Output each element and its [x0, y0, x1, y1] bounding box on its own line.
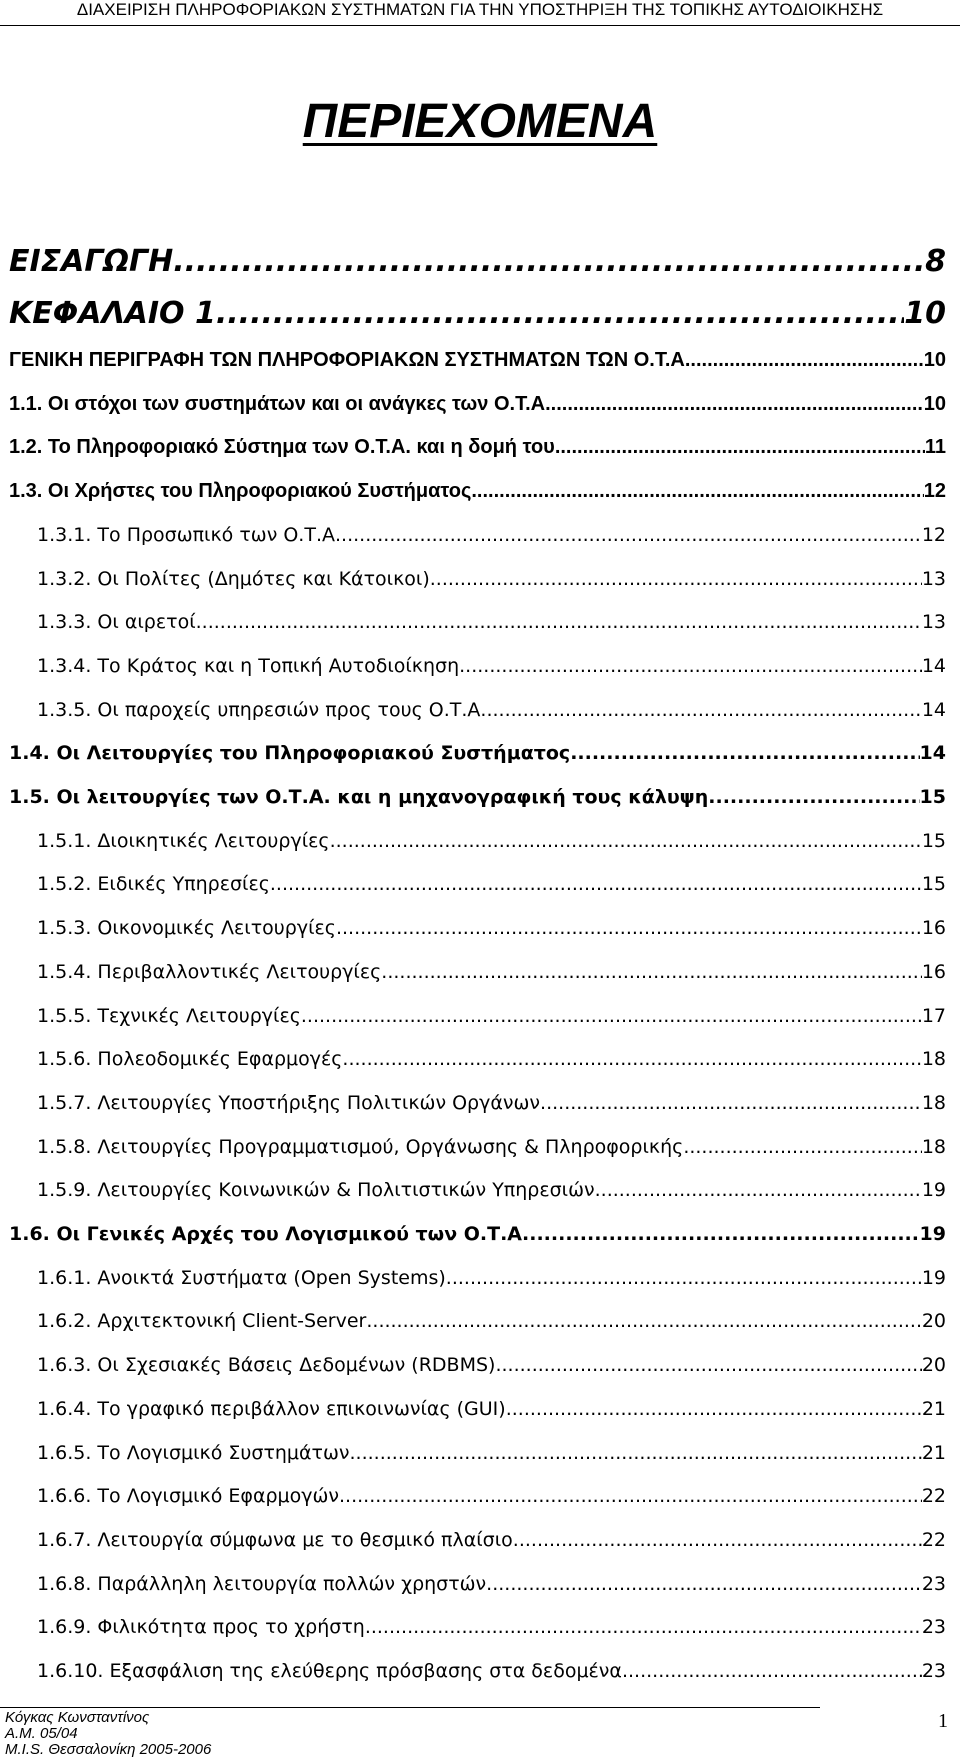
- toc-entry[interactable]: [0, 349, 960, 395]
- toc-leader-dots: [216, 296, 904, 331]
- toc-entry[interactable]: [0, 1267, 960, 1313]
- toc-entry-title: 1.5.6. Πολεοδομικές Εφαρμογές: [37, 1048, 343, 1070]
- toc-entry-page: 17: [921, 1005, 946, 1027]
- toc-leader-dots: [350, 1442, 922, 1464]
- toc-entry-page: 15: [919, 786, 946, 808]
- toc-entry[interactable]: [0, 524, 960, 570]
- toc-entry[interactable]: [0, 1179, 960, 1225]
- toc-entry[interactable]: [0, 1310, 960, 1356]
- toc-leader-dots: [366, 1310, 921, 1332]
- toc-entry[interactable]: [0, 393, 960, 439]
- toc-entry-title: 1.5.4. Περιβαλλοντικές Λειτουργίες: [37, 961, 382, 983]
- toc-leader-dots: [540, 1092, 922, 1114]
- toc-leader-dots: [708, 786, 919, 808]
- toc-leader-dots: [336, 917, 922, 939]
- toc-entry-title: 1.3. Οι Χρήστες του Πληροφοριακού Συστήματος: [9, 480, 472, 502]
- toc-entry[interactable]: [0, 655, 960, 701]
- toc-entry-page: 15: [921, 873, 946, 895]
- toc-entry-page: 14: [921, 699, 946, 721]
- toc-entry-page: 18: [921, 1048, 946, 1070]
- toc-entry-title: 1.5.1. Διοικητικές Λειτουργίες: [37, 830, 330, 852]
- footer-student-id: Α.Μ. 05/04: [5, 1725, 78, 1742]
- toc-entry-page: 12: [923, 480, 946, 502]
- toc-entry[interactable]: [0, 436, 960, 482]
- toc-entry-title: ΓΕΝΙΚΗ ΠΕΡΙΓΡΑΦΗ ΤΩΝ ΠΛΗΡΟΦΟΡΙΑΚΩΝ ΣΥΣΤΗΜΑΤΩΝ ΤΩΝ Ο.Τ.Α.: [9, 349, 691, 371]
- toc-leader-dots: [270, 873, 922, 895]
- toc-entry-title: 1.6.1. Ανοικτά Συστήματα (Open Systems): [37, 1267, 446, 1289]
- toc-leader-dots: [196, 611, 922, 633]
- toc-entry[interactable]: [0, 480, 960, 526]
- toc-leader-dots: [495, 1354, 921, 1376]
- footer-program: Μ.Ι.S. Θεσσαλονίκη 2005-2006: [5, 1741, 212, 1758]
- toc-leader-dots: [446, 1267, 922, 1289]
- toc-entry[interactable]: [0, 244, 960, 290]
- toc-entry-title: 1.3.4. Το Κράτος και η Τοπική Αυτοδιοίκηση: [37, 655, 460, 677]
- toc-entry-title: 1.5. Οι λειτουργίες των Ο.Τ.Α. και η μηχανογραφική τους κάλυψη: [9, 786, 709, 808]
- toc-entry-title: ΕΙΣΑΓΩΓΗ: [9, 244, 174, 279]
- toc-entry-page: 13: [921, 568, 946, 590]
- toc-entry-title: 1.6.9. Φιλικότητα προς το χρήστη: [37, 1616, 365, 1638]
- toc-leader-dots: [173, 244, 925, 279]
- toc-entry[interactable]: [0, 1442, 960, 1488]
- toc-leader-dots: [513, 1529, 922, 1551]
- toc-entry-page: 19: [919, 1223, 946, 1245]
- toc-entry-title: 1.6.7. Λειτουργία σύμφωνα με το θεσμικό πλαίσιο: [37, 1529, 513, 1551]
- toc-entry-page: 22: [921, 1529, 946, 1551]
- toc-entry-page: 15: [921, 830, 946, 852]
- toc-entry[interactable]: [0, 1485, 960, 1531]
- toc-entry[interactable]: [0, 961, 960, 1007]
- toc-entry-title: 1.6.6. Το Λογισμικό Εφαρμογών: [37, 1485, 340, 1507]
- toc-entry[interactable]: [0, 1398, 960, 1444]
- toc-entry[interactable]: [0, 830, 960, 876]
- toc-entry-title: 1.6.4. Το γραφικό περιβάλλον επικοινωνίας (GUI): [37, 1398, 506, 1420]
- toc-entry-title: ΚΕΦΑΛΑΙΟ 1: [9, 296, 216, 331]
- toc-leader-dots: [690, 349, 923, 372]
- toc-entry[interactable]: [0, 568, 960, 614]
- toc-entry[interactable]: [0, 742, 960, 788]
- toc-entry-page: 23: [921, 1660, 946, 1682]
- toc-entry-page: 10: [923, 393, 946, 415]
- toc-entry-page: 11: [924, 436, 946, 458]
- toc-leader-dots: [595, 1179, 922, 1201]
- toc-entry-page: 16: [921, 917, 946, 939]
- running-header-title: ΔΙΑΧΕΙΡΙΣΗ ΠΛΗΡΟΦΟΡΙΑΚΩΝ ΣΥΣΤΗΜΑΤΩΝ ΓΙΑ ΤΗΝ ΥΠΟΣΤΗΡΙΞΗ ΤΗΣ ΤΟΠΙΚΗΣ ΑΥΤΟΔΙΟΙΚΗΣΗΣ: [76, 0, 884, 19]
- toc-entry[interactable]: [0, 1005, 960, 1051]
- toc-entry-page: 10: [904, 296, 946, 331]
- toc-entry-page: 22: [921, 1485, 946, 1507]
- toc-entry-page: 12: [921, 524, 946, 546]
- toc-entry-title: 1.6.3. Οι Σχεσιακές Βάσεις Δεδομένων (RDBMS): [37, 1354, 496, 1376]
- toc-entry-page: 21: [921, 1442, 946, 1464]
- toc-entry-title: 1.4. Οι Λειτουργίες του Πληροφοριακού Συστήματος: [9, 742, 571, 764]
- toc-leader-dots: [459, 655, 922, 677]
- toc-leader-dots: [341, 524, 922, 546]
- toc-leader-dots: [683, 1136, 922, 1158]
- toc-entry-page: 20: [921, 1354, 946, 1376]
- toc-entry-title: 1.5.8. Λειτουργίες Προγραμματισμού, Οργάνωσης & Πληροφορικής: [37, 1136, 684, 1158]
- toc-leader-dots: [339, 1485, 922, 1507]
- toc-entry[interactable]: [0, 1616, 960, 1662]
- footer: [5, 1710, 211, 1758]
- toc-entry-title: 1.6.5. Το Λογισμικό Συστημάτων: [37, 1442, 350, 1464]
- toc-leader-dots: [529, 1223, 919, 1245]
- toc-entry-title: 1.6.10. Εξασφάλιση της ελεύθερης πρόσβασης στα δεδομένα: [37, 1660, 622, 1682]
- toc-leader-dots: [430, 568, 922, 590]
- toc-entry[interactable]: [0, 1660, 960, 1706]
- toc-entry-title: 1.6. Οι Γενικές Αρχές του Λογισμικού των Ο.Τ.Α.: [9, 1223, 530, 1245]
- toc-entry[interactable]: [0, 1136, 960, 1182]
- toc-leader-dots: [381, 961, 922, 983]
- page-number: 1: [938, 1710, 948, 1732]
- toc-leader-dots: [342, 1048, 921, 1070]
- toc-entry-title: 1.2. Το Πληροφοριακό Σύστημα των Ο.Τ.Α. και η δομή του: [9, 436, 555, 458]
- toc-leader-dots: [471, 480, 923, 503]
- toc-entry[interactable]: [0, 1092, 960, 1138]
- toc-entry-title: 1.5.7. Λειτουργίες Υποστήριξης Πολιτικών Οργάνων: [37, 1092, 541, 1114]
- toc-entry-title: 1.5.3. Οικονομικές Λειτουργίες: [37, 917, 336, 939]
- toc-leader-dots: [570, 742, 919, 764]
- footer-divider: [0, 1707, 820, 1708]
- toc-entry-page: 10: [923, 349, 946, 371]
- toc-entry[interactable]: [0, 296, 960, 342]
- toc-entry-page: 18: [921, 1092, 946, 1114]
- toc-entry-page: 19: [921, 1179, 946, 1201]
- toc-leader-dots: [486, 699, 921, 721]
- toc-entry[interactable]: [0, 1573, 960, 1619]
- toc-entry-page: 21: [921, 1398, 946, 1420]
- footer-author: Κόγκας Κωνσταντίνος: [5, 1709, 150, 1726]
- toc-entry[interactable]: [0, 611, 960, 657]
- toc-entry-title: 1.6.8. Παράλληλη λειτουργία πολλών χρηστών: [37, 1573, 487, 1595]
- toc-entry[interactable]: [0, 786, 960, 832]
- toc-entry[interactable]: [0, 873, 960, 919]
- toc-entry-page: 16: [921, 961, 946, 983]
- toc-entry-page: 19: [921, 1267, 946, 1289]
- toc-entry-title: 1.3.5. Οι παροχείς υπηρεσιών προς τους Ο.Τ.Α.: [37, 699, 487, 721]
- toc-leader-dots: [551, 393, 924, 416]
- toc-entry-title: 1.6.2. Αρχιτεκτονική Client-Server: [37, 1310, 367, 1332]
- toc-leader-dots: [506, 1398, 922, 1420]
- toc-entry[interactable]: [0, 1529, 960, 1575]
- toc-entry-title: 1.5.5. Τεχνικές Λειτουργίες: [37, 1005, 301, 1027]
- toc-leader-dots: [365, 1616, 922, 1638]
- toc-entry-page: 13: [921, 611, 946, 633]
- toc-entry-title: 1.3.1. Το Προσωπικό των Ο.Τ.Α.: [37, 524, 342, 546]
- toc-entry-title: 1.5.2. Ειδικές Υπηρεσίες: [37, 873, 270, 895]
- toc-entry-page: 23: [921, 1616, 946, 1638]
- toc-entry[interactable]: [0, 917, 960, 963]
- toc-entry-page: 14: [919, 742, 946, 764]
- toc-entry-title: 1.3.2. Οι Πολίτες (Δημότες και Κάτοικοι): [37, 568, 430, 590]
- toc-entry-title: 1.1. Οι στόχοι των συστημάτων και οι ανάγκες των Ο.Τ.Α.: [9, 393, 551, 415]
- toc-entry[interactable]: [0, 1223, 960, 1269]
- toc-leader-dots: [555, 436, 925, 459]
- toc-entry[interactable]: [0, 1048, 960, 1094]
- toc-entry-page: 8: [925, 244, 946, 279]
- toc-entry[interactable]: [0, 1354, 960, 1400]
- toc-leader-dots: [622, 1660, 922, 1682]
- toc-entry[interactable]: [0, 699, 960, 745]
- toc-leader-dots: [330, 830, 922, 852]
- toc-entry-page: 18: [921, 1136, 946, 1158]
- toc-leader-dots: [301, 1005, 922, 1027]
- page-title-text: ΠΕΡΙΕΧΟΜΕΝΑ: [302, 95, 658, 148]
- toc-entry-title: 1.5.9. Λειτουργίες Κοινωνικών & Πολιτιστικών Υπηρεσιών: [37, 1179, 595, 1201]
- toc-entry-title: 1.3.3. Οι αιρετοί: [37, 611, 196, 633]
- toc-entry-page: 20: [921, 1310, 946, 1332]
- toc-entry-page: 14: [921, 655, 946, 677]
- toc-leader-dots: [486, 1573, 922, 1595]
- toc-entry-page: 23: [921, 1573, 946, 1595]
